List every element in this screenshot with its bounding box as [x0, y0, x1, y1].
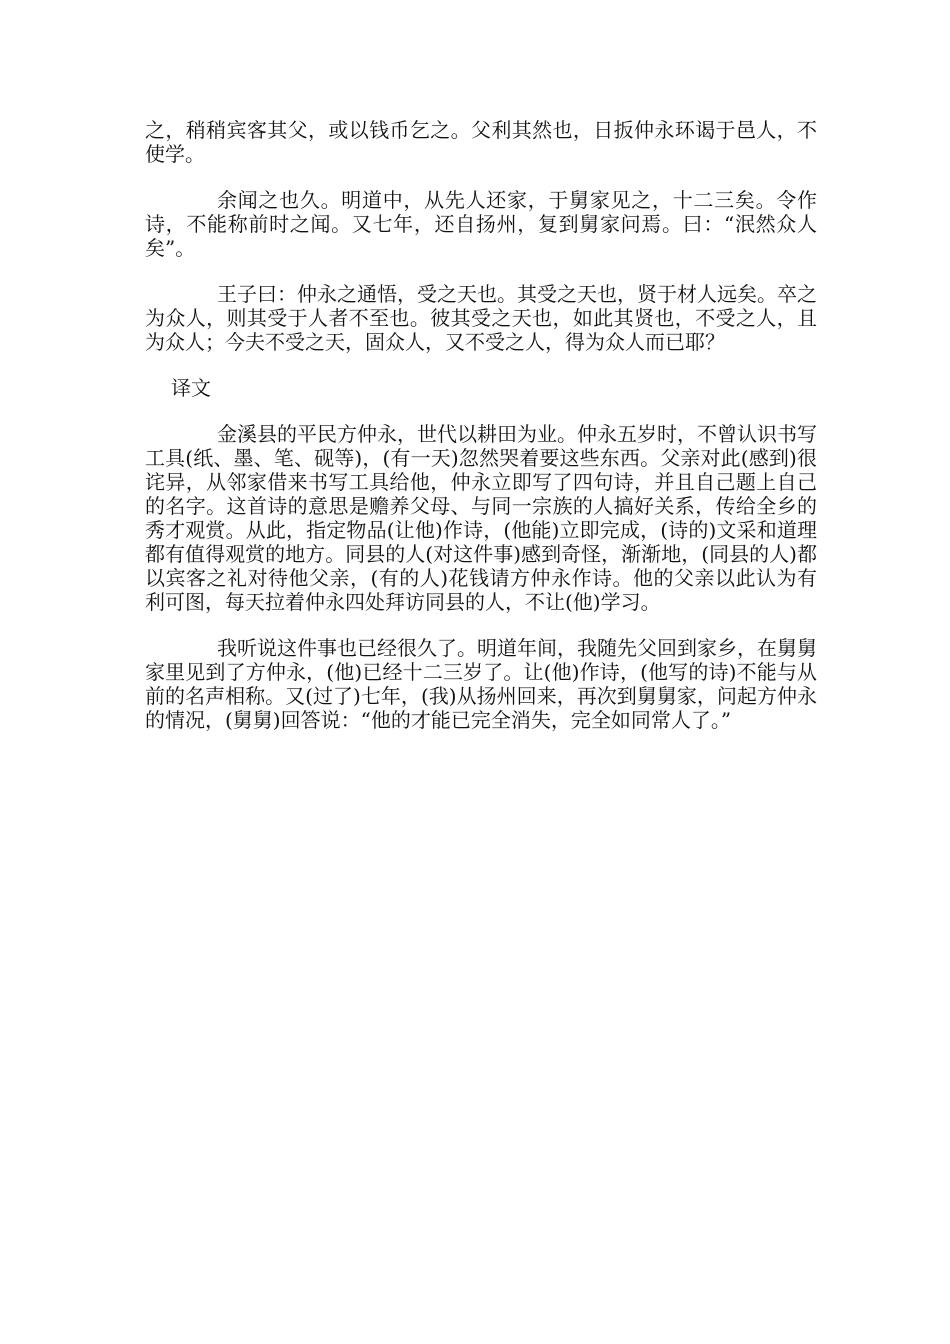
paragraph-continued: 之，稍稍宾客其父，或以钱币乞之。父利其然也，日扳仲永环谒于邑人，不使学。: [145, 118, 817, 166]
translation-paragraph-2: 我听说这件事也已经很久了。明道年间，我随先父回到家乡，在舅舅家里见到了方仲永，(他)已经十二三岁了。让(他)作诗，(他写的诗)不能与从前的名声相称。又(过了)七年，(我)从扬州回来，再次到舅舅家，问起方仲永的情况，(舅舅)回答说：“他的才能已完全消失，完全如同常人了。”: [145, 636, 817, 732]
document-page: [145, 118, 817, 754]
paragraph-commentary: 王子曰：仲永之通悟，受之天也。其受之天也，贤于材人远矣。卒之为众人，则其受于人者不至也。彼其受之天也，如此其贤也，不受之人，且为众人；今夫不受之天，固众人，又不受之人，得为众人而已耶？: [145, 282, 817, 354]
translation-heading: 译文: [171, 376, 211, 400]
paragraph-narrator: 余闻之也久。明道中，从先人还家，于舅家见之，十二三矣。令作诗，不能称前时之闻。又七年，还自扬州，复到舅家问焉。曰：“泯然众人矣”。: [145, 188, 817, 260]
translation-paragraph-1: 金溪县的平民方仲永，世代以耕田为业。仲永五岁时，不曾认识书写工具(纸、墨、笔、砚等)，(有一天)忽然哭着要这些东西。父亲对此(感到)很诧异，从邻家借来书写工具给他，仲永立即写了四句诗，并且自己题上自己的名字。这首诗的意思是赡养父母、与同一宗族的人搞好关系，传给全乡的秀才观赏。从此，指定物品(让他)作诗，(他能)立即完成，(诗的)文采和道理都有值得观赏的地方。同县的人(对这件事)感到奇怪，渐渐地，(同县的人)都以宾客之礼对待他父亲，(有的人)花钱请方仲永作诗。他的父亲以此认为有利可图，每天拉着仲永四处拜访同县的人，不让(他)学习。: [145, 422, 817, 614]
